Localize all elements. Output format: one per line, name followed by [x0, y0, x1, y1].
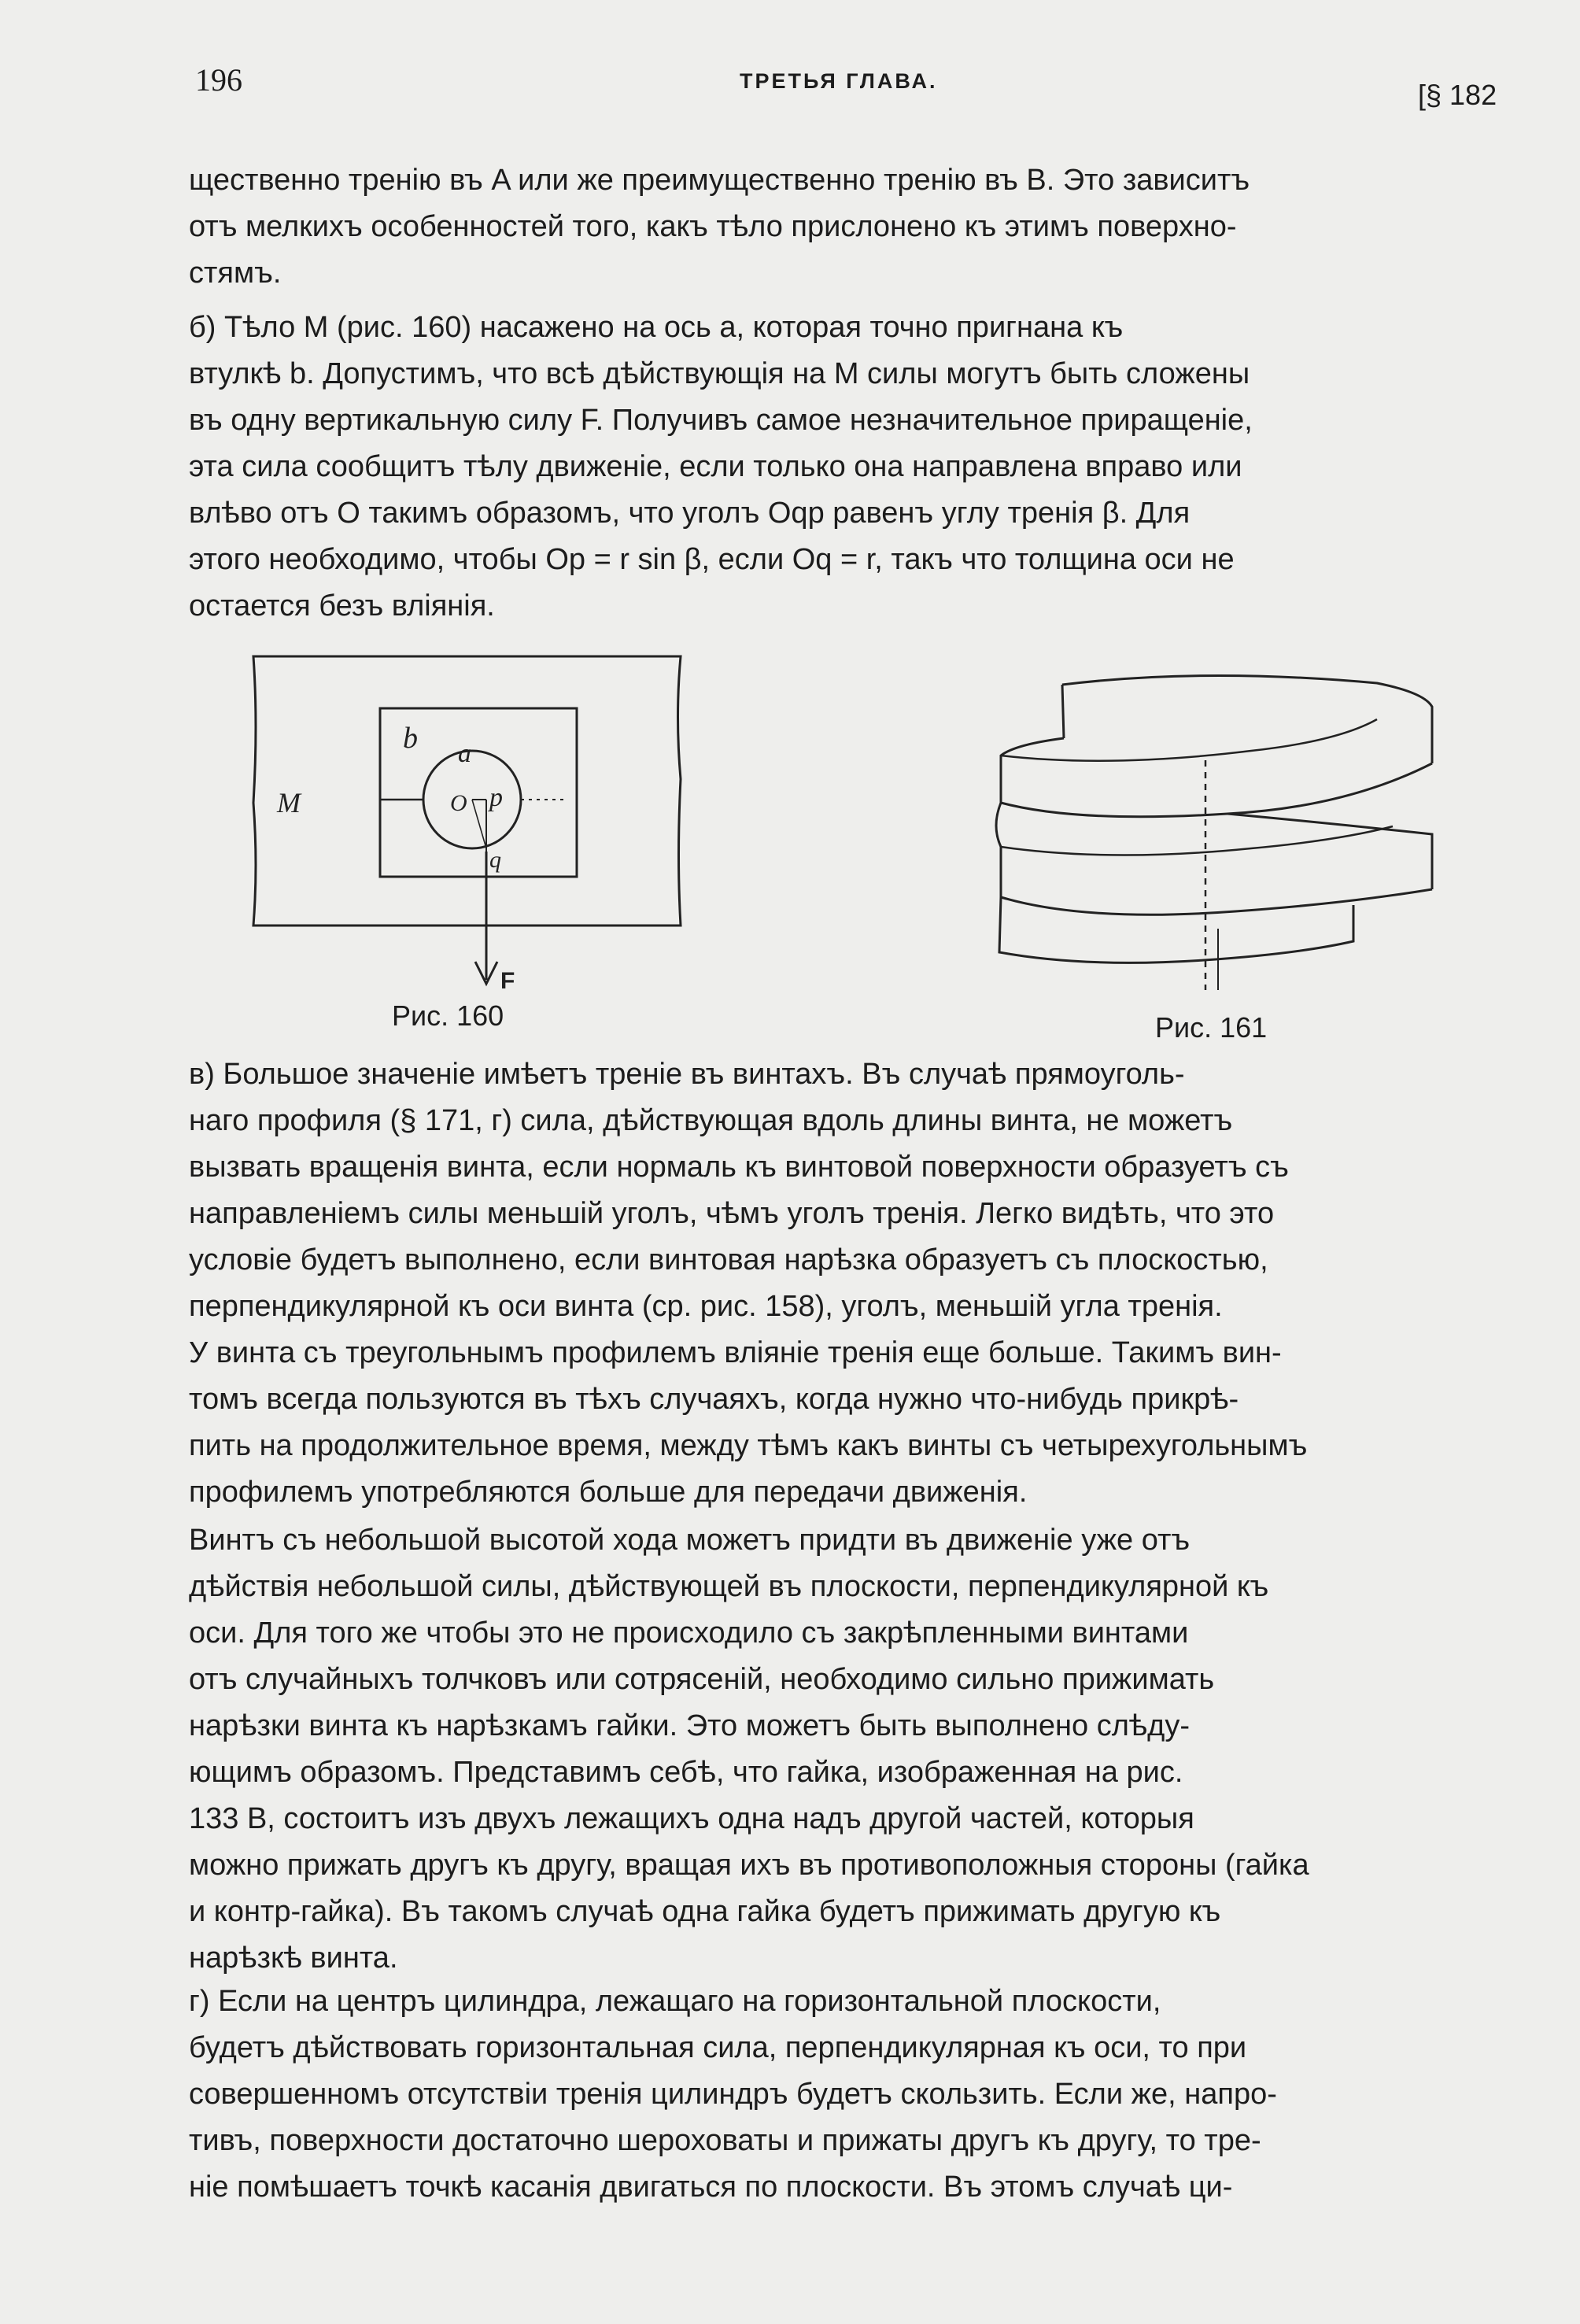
label-M: M — [277, 787, 301, 818]
paragraph-g: г) Если на центръ цилиндра, лежащаго на горизонтальной плоскости, будетъ дѣйствовать горизонтальная сила, перпендикулярная къ оси, то при совершенномъ отсутствіи тренія цилиндръ будетъ скользить. Если же, напро- тивъ, поверхности достаточно шероховаты и прижаты другъ къ другу, то тре- ніе помѣшаетъ точкѣ касанія двигаться по плоскости. Въ этомъ случаѣ ци- — [189, 1985, 1277, 2204]
page-header — [0, 61, 1580, 109]
figure-161-caption: Рис. 161 — [1155, 1011, 1268, 1044]
label-p: p — [489, 783, 503, 812]
label-F: F — [500, 968, 515, 994]
label-a: a — [458, 739, 471, 768]
label-b: b — [403, 722, 418, 755]
figure-161-diagram — [968, 669, 1487, 999]
paragraph-continuation: щественно тренію въ A или же преимущественно тренію въ B. Это зависитъ отъ мелкихъ особенностей того, какъ тѣло прислонено къ этимъ поверхно- стямъ. — [189, 164, 1250, 290]
page-number: 196 — [195, 62, 242, 98]
figure-160-diagram — [236, 645, 692, 999]
figure-160-caption: Рис. 160 — [392, 999, 504, 1032]
paragraph-screw-locking: Винтъ съ небольшой высотой хода можетъ придти въ движеніе уже отъ дѣйствія небольшой силы, дѣйствующей въ плоскости, перпендикулярной къ оси. Для того же чтобы это не происходило съ закрѣпленными винтами отъ случайныхъ толчковъ или сотрясеній, необходимо сильно прижимать нарѣзки винта къ нарѣзкамъ гайки. Это можетъ быть выполнено слѣду- ющимъ образомъ. Представимъ себѣ, что гайка, изображенная на рис. 133 B, состоитъ изъ двухъ лежащихъ одна надъ другой частей, которыя можно прижать другъ къ другу, вращая ихъ въ противоположныя стороны (гайка и контр-гайка). Въ такомъ случаѣ одна гайка будетъ прижимать другую къ нарѣзкѣ винта. — [189, 1524, 1309, 1975]
running-title: ТРЕТЬЯ ГЛАВА. — [740, 69, 938, 93]
paragraph-b: б) Тѣло M (рис. 160) насажено на ось a, которая точно пригнана къ втулкѣ b. Допустимъ, что всѣ дѣйствующія на M силы могутъ быть сложены въ одну вертикальную силу F. Получивъ самое незначительное приращеніе, эта сила сообщитъ тѣлу движеніе, если только она направлена вправо или влѣво отъ O такимъ образомъ, что уголъ Oqp равенъ углу тренія β. Для этого необходимо, чтобы Op = r sin β, если Oq = r, такъ что толщина оси не остается безъ вліянія. — [189, 311, 1253, 623]
paragraph-v: в) Большое значеніе имѣетъ треніе въ винтахъ. Въ случаѣ прямоуголь- наго профиля (§ 171, г) сила, дѣйствующая вдоль длины винта, не можетъ вызвать вращенія винта, если нормаль къ винтовой поверхности образуетъ съ направленіемъ силы меньшій уголъ, чѣмъ уголъ тренія. Легко видѣть, что это условіе будетъ выполнено, если винтовая нарѣзка образуетъ съ плоскостью, перпендикулярной къ оси винта (ср. рис. 158), уголъ, меньшій угла тренія. У винта съ треугольнымъ профилемъ вліяніе тренія еще больше. Такимъ вин- томъ всегда пользуются въ тѣхъ случаяхъ, когда нужно что-нибудь прикрѣ- пить на продолжительное время, между тѣмъ какъ винты съ четырехугольнымъ профилемъ употребляются больше для передачи движенія. — [189, 1058, 1308, 1509]
label-q: q — [489, 847, 501, 873]
section-reference: [§ 182 — [1418, 79, 1497, 111]
label-O: O — [450, 790, 467, 816]
